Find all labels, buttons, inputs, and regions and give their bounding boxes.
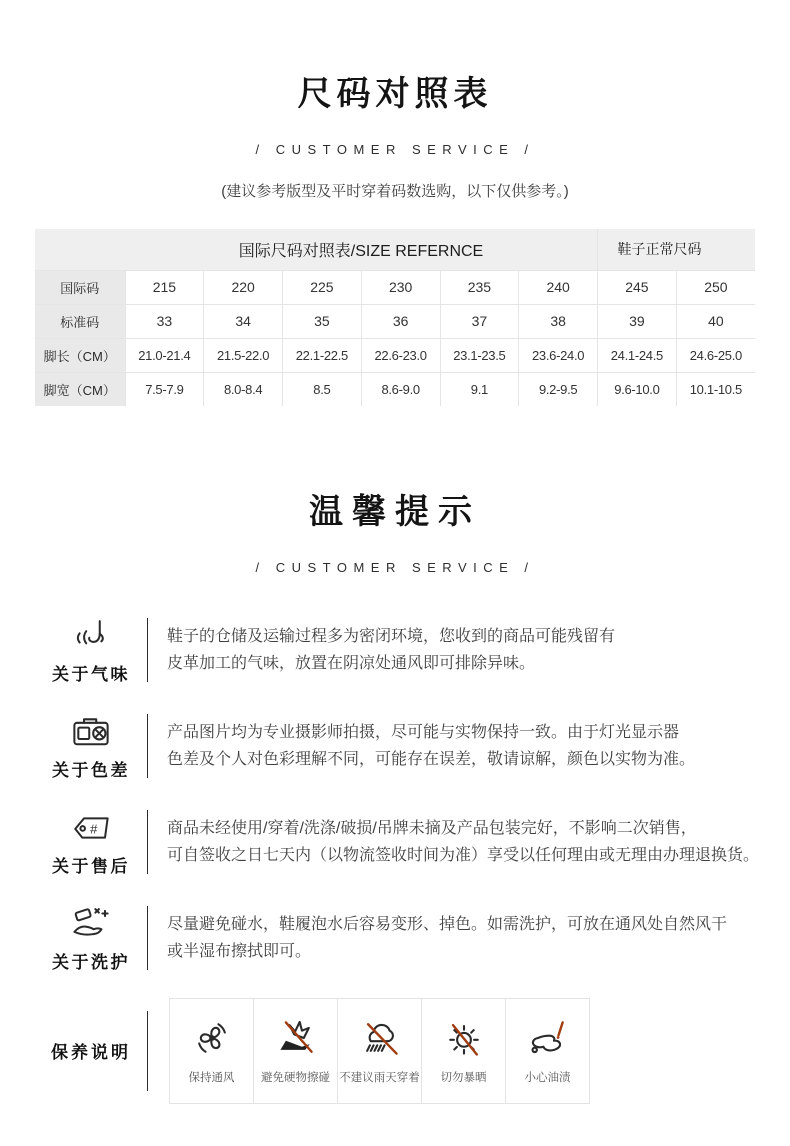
care-item-label: 保持通风: [188, 1072, 235, 1085]
table-row-foot-length: [35, 338, 755, 372]
table-cell: 8.6-9.0: [361, 372, 440, 406]
tip-text-line1: 商品未经使用/穿着/洗涤/破损/吊牌未摘及产品包装完好，不影响二次销售，: [167, 819, 697, 837]
tip-text: [167, 815, 759, 869]
table-cell: 9.1: [440, 372, 519, 406]
row-label: 国际码: [35, 270, 125, 304]
care-item-no-rain: [337, 998, 422, 1104]
row-label: 标准码: [35, 304, 125, 338]
table-cell: 9.2-9.5: [519, 372, 598, 406]
no-rain-icon: [358, 1016, 402, 1060]
care-item-no-scratch: [253, 998, 338, 1104]
care-instructions-row: [35, 998, 755, 1104]
tip-label: 关于售后: [52, 856, 130, 876]
hand-wash-icon: [70, 903, 112, 945]
size-table: [35, 229, 755, 406]
tip-text-line2: 可自签收之日七天内（以物流签收时间为准）享受以任何理由或无理由办理退换货。: [167, 846, 760, 864]
tip-row-aftersales: [35, 806, 760, 878]
table-cell: 9.6-10.0: [598, 372, 677, 406]
no-sun-icon: [442, 1016, 486, 1060]
oil-stain-icon: [526, 1016, 570, 1060]
table-cell: 23.1-23.5: [440, 338, 519, 372]
tips-section-subtitle: / CUSTOMER SERVICE /: [255, 559, 535, 575]
table-cell: 22.1-22.5: [283, 338, 362, 372]
table-cell: 40: [676, 304, 755, 338]
table-cell: 38: [519, 304, 598, 338]
care-icon-boxes: [169, 998, 590, 1104]
table-cell: 36: [361, 304, 440, 338]
table-cell: 240: [519, 270, 598, 304]
camera-icon: [70, 711, 112, 753]
table-cell: 34: [204, 304, 283, 338]
tip-text: [167, 623, 615, 677]
table-cell: 35: [283, 304, 362, 338]
table-cell: 22.6-23.0: [361, 338, 440, 372]
tips-section-title: 温馨提示: [309, 492, 481, 531]
tip-text: [167, 911, 727, 965]
warm-tips-section: [0, 429, 790, 1104]
svg-text:#: #: [90, 820, 98, 836]
size-section-title: 尺码对照表: [297, 74, 493, 113]
care-label: 保养说明: [51, 1043, 131, 1063]
tip-row-color: [35, 710, 755, 782]
care-item-label: 切勿暴晒: [440, 1072, 487, 1085]
table-cell: 250: [676, 270, 755, 304]
divider: [147, 618, 148, 682]
tip-text-line2: 皮革加工的气味，放置在阴凉处通风即可排除异味。: [167, 654, 536, 672]
tip-icon-block: [35, 903, 147, 973]
divider: [147, 1011, 148, 1091]
table-cell: 245: [598, 270, 677, 304]
care-item-label: 避免硬物擦碰: [261, 1072, 330, 1085]
size-table-header-right: 鞋子正常尺码: [598, 229, 756, 271]
table-row-international-code: [35, 270, 755, 304]
divider: [147, 810, 148, 874]
table-cell: 10.1-10.5: [676, 372, 755, 406]
care-item-oil-stain: [505, 998, 590, 1104]
divider: [147, 906, 148, 970]
care-item-ventilation: [169, 998, 254, 1104]
table-cell: 7.5-7.9: [125, 372, 204, 406]
care-item-no-sun: [421, 998, 506, 1104]
tip-text-line1: 产品图片均为专业摄影师拍摄，尽可能与实物保持一致。由于灯光显示器: [167, 723, 680, 741]
tip-text-line2: 或半湿布擦拭即可。: [167, 942, 312, 960]
tips-list: [0, 614, 790, 974]
fan-icon: [190, 1016, 234, 1060]
table-row-standard-code: [35, 304, 755, 338]
care-item-label: 不建议雨天穿着: [339, 1072, 420, 1085]
tip-text-line2: 色差及个人对色彩理解不同，可能存在误差，敬请谅解，颜色以实物为准。: [167, 750, 696, 768]
tip-icon-block: [35, 615, 147, 685]
table-cell: 235: [440, 270, 519, 304]
table-cell: 230: [361, 270, 440, 304]
tip-text-line1: 鞋子的仓储及运输过程多为密闭环境，您收到的商品可能残留有: [167, 627, 616, 645]
tip-text-line1: 尽量避免碰水，鞋履泡水后容易变形、掉色。如需洗护，可放在通风处自然风干: [167, 915, 728, 933]
tag-icon: [70, 807, 112, 849]
table-cell: 37: [440, 304, 519, 338]
tip-label: 关于气味: [52, 664, 130, 684]
size-section-note: (建议参考版型及平时穿着码数选购，以下仅供参考。): [221, 182, 569, 200]
table-cell: 24.6-25.0: [676, 338, 755, 372]
tip-label: 关于色差: [52, 760, 130, 780]
table-cell: 225: [283, 270, 362, 304]
tip-row-smell: [35, 614, 755, 686]
table-cell: 8.0-8.4: [204, 372, 283, 406]
table-cell: 215: [125, 270, 204, 304]
tip-icon-block: [35, 711, 147, 781]
product-detail-page: [0, 23, 790, 1146]
table-cell: 23.6-24.0: [519, 338, 598, 372]
table-cell: 21.5-22.0: [204, 338, 283, 372]
no-hard-scratch-icon: [274, 1016, 318, 1060]
size-chart-section: [0, 23, 790, 406]
size-section-subtitle: / CUSTOMER SERVICE /: [255, 141, 535, 157]
smell-icon: [70, 615, 112, 657]
care-item-label: 小心油渍: [524, 1072, 571, 1085]
tip-text: [167, 719, 695, 773]
tip-row-washing: [35, 902, 755, 974]
row-label: 脚长（CM）: [35, 338, 125, 372]
table-cell: 21.0-21.4: [125, 338, 204, 372]
table-cell: 24.1-24.5: [598, 338, 677, 372]
table-cell: 220: [204, 270, 283, 304]
row-label: 脚宽（CM）: [35, 372, 125, 406]
size-table-header-row: [35, 229, 755, 271]
tip-icon-block: [35, 807, 147, 877]
table-row-foot-width: [35, 372, 755, 406]
table-cell: 33: [125, 304, 204, 338]
divider: [147, 714, 148, 778]
size-table-header-left: 国际尺码对照表/SIZE REFERNCE: [35, 229, 598, 271]
table-cell: 39: [598, 304, 677, 338]
table-cell: 8.5: [283, 372, 362, 406]
tip-label: 关于洗护: [52, 952, 130, 972]
